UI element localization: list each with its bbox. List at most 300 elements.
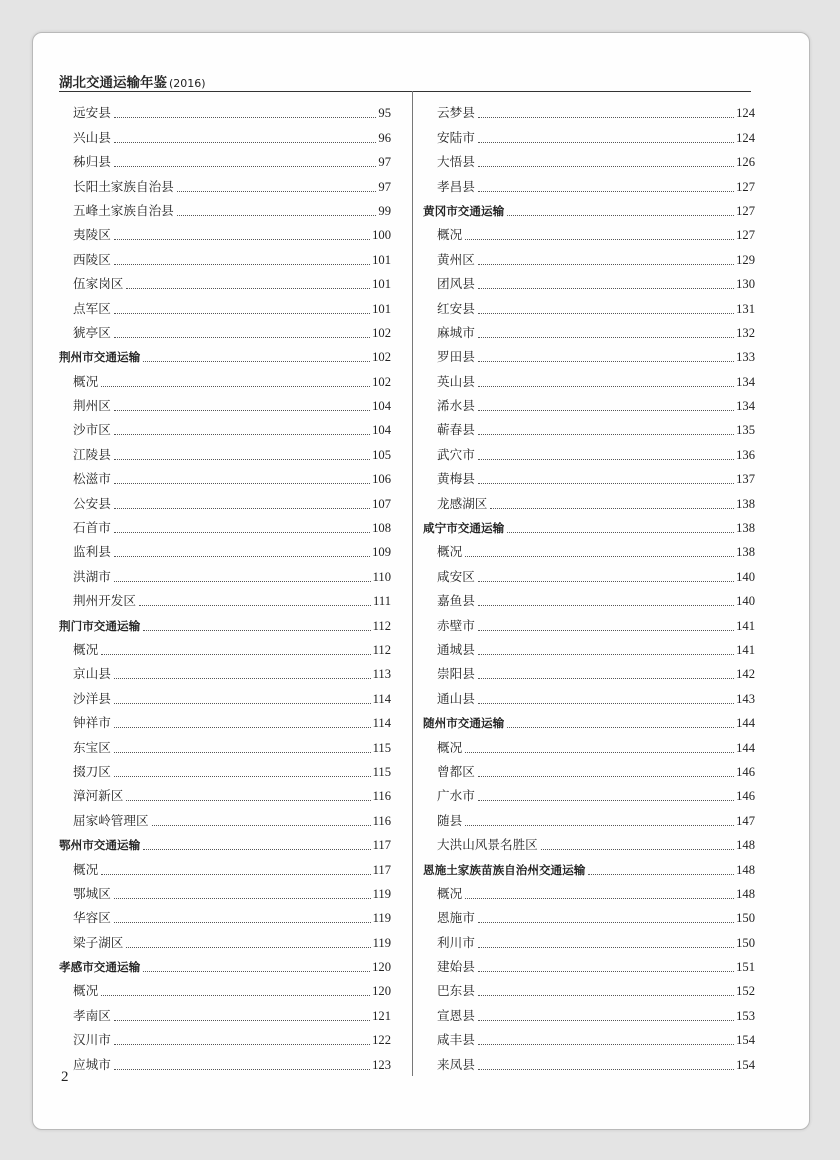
dot-leader [114,922,371,923]
toc-entry [423,1026,755,1050]
dot-leader [478,264,734,265]
toc-entry-label: 荆州区 [73,398,111,414]
toc-entry-label: 荆州开发区 [73,593,136,609]
toc-entry-label: 五峰土家族自治县 [73,202,174,218]
toc-entry-page: 124 [736,130,755,145]
toc-entry-label: 嘉鱼县 [437,593,475,609]
toc-entry-page: 140 [736,569,755,584]
dot-leader [478,1044,734,1045]
dot-leader [478,459,734,460]
toc-entry-label: 概况 [437,544,463,560]
toc-entry [423,270,755,294]
toc-entry-page: 101 [372,252,391,267]
toc-entry [423,172,755,196]
dot-leader [465,239,734,240]
toc-entry-label: 东宝区 [73,739,111,755]
toc-entry-page: 150 [736,935,755,950]
toc-entry [423,904,755,928]
toc-entry-label: 利川市 [437,934,475,950]
toc-entry [59,514,391,538]
toc-entry [59,465,391,489]
toc-entry-page: 116 [372,789,391,804]
dot-leader [114,678,371,679]
dot-leader [114,313,370,314]
toc-entry-label: 团风县 [437,276,475,292]
dot-leader [114,434,370,435]
toc-entry-page: 120 [372,984,391,999]
toc-entry-label: 赤壁市 [437,617,475,633]
dot-leader [478,288,734,289]
toc-entry-page: 152 [736,984,755,999]
toc-entry-label: 京山县 [73,666,111,682]
toc-entry [423,221,755,245]
toc-entry-page: 127 [736,203,755,218]
toc-entry [423,831,755,855]
dot-leader [114,703,371,704]
dot-leader [114,483,370,484]
dot-leader [126,947,370,948]
toc-entry-label: 安陆市 [437,129,475,145]
dot-leader [177,191,377,192]
toc-entry-page: 115 [372,764,391,779]
toc-right-column [423,99,755,1075]
toc-entry-page: 151 [736,960,755,975]
toc-entry [423,245,755,269]
toc-entry-label: 孝昌县 [437,178,475,194]
toc-entry-label: 洪湖市 [73,568,111,584]
dot-leader [478,776,734,777]
toc-entry-label: 秭归县 [73,154,111,170]
toc-entry [423,489,755,513]
toc-entry [423,416,755,440]
dot-leader [114,264,370,265]
toc-entry-page: 124 [736,106,755,121]
toc-entry-label: 黄梅县 [437,471,475,487]
dot-leader [177,215,377,216]
dot-leader [478,922,734,923]
toc-entry [59,245,391,269]
toc-entry-label: 沙市区 [73,422,111,438]
toc-entry-label: 应城市 [73,1056,111,1072]
dot-leader [114,752,371,753]
toc-entry [59,148,391,172]
toc-entry-page: 138 [736,545,755,560]
toc-entry-page: 110 [372,569,391,584]
dot-leader [101,995,370,996]
toc-entry-page: 95 [378,106,391,121]
toc-entry [59,587,391,611]
toc-entry-page: 140 [736,594,755,609]
toc-entry-page: 136 [736,447,755,462]
toc-entry-page: 99 [378,203,391,218]
toc-entry-label: 西陵区 [73,251,111,267]
toc-entry-page: 144 [736,716,755,731]
toc-entry-label: 概况 [437,885,463,901]
toc-entry-page: 112 [372,642,391,657]
toc-entry-label: 概况 [73,641,99,657]
toc-entry [59,709,391,733]
toc-entry-page: 102 [372,325,391,340]
toc-entry [59,562,391,586]
toc-entry-page: 134 [736,399,755,414]
toc-entry [59,977,391,1001]
toc-section-entry [59,953,391,977]
dot-leader [478,971,734,972]
toc-entry-label: 蕲春县 [437,422,475,438]
header-rule [59,91,751,92]
toc-entry [59,538,391,562]
dot-leader [478,1069,734,1070]
dot-leader [478,947,734,948]
toc-entry [59,440,391,464]
toc-entry-label: 点军区 [73,300,111,316]
toc-entry-page: 122 [372,1033,391,1048]
toc-entry [423,806,755,830]
toc-entry-label: 孝感市交通运输 [59,960,141,975]
document-page [32,32,810,1130]
toc-entry-page: 109 [372,545,391,560]
toc-entry-label: 云梦县 [437,105,475,121]
toc-entry-label: 崇阳县 [437,666,475,682]
toc-entry-page: 126 [736,155,755,170]
toc-entry-page: 148 [736,862,755,877]
toc-entry-label: 华容区 [73,910,111,926]
dot-leader [114,1044,370,1045]
toc-entry [59,294,391,318]
toc-section-entry [423,855,755,879]
toc-entry-label: 武穴市 [437,446,475,462]
dot-leader [478,483,734,484]
dot-leader [114,337,370,338]
toc-entry-page: 97 [378,179,391,194]
toc-entry-label: 公安县 [73,495,111,511]
dot-leader [143,971,370,972]
toc-entry [59,660,391,684]
dot-leader [152,825,371,826]
toc-entry [59,367,391,391]
dot-leader [478,995,734,996]
toc-entry [423,1001,755,1025]
toc-entry-label: 长阳土家族自治县 [73,178,174,194]
toc-entry-label: 概况 [73,983,99,999]
toc-entry-page: 146 [736,789,755,804]
dot-leader [114,239,370,240]
dot-leader [114,898,371,899]
toc-entry [59,806,391,830]
toc-entry-page: 123 [372,1057,391,1072]
column-divider [412,91,413,1076]
toc-entry-label: 咸宁市交通运输 [423,521,505,536]
dot-leader [101,386,370,387]
toc-entry [59,684,391,708]
toc-entry [423,928,755,952]
toc-entry-page: 114 [372,691,391,706]
toc-entry [423,367,755,391]
toc-entry [59,855,391,879]
toc-entry-page: 97 [378,155,391,170]
dot-leader [507,532,734,533]
toc-entry-label: 伍家岗区 [73,276,124,292]
toc-entry-label: 概况 [437,739,463,755]
toc-entry-page: 119 [372,911,391,926]
dot-leader [478,630,734,631]
toc-entry-label: 咸丰县 [437,1032,475,1048]
toc-entry [423,538,755,562]
toc-entry-page: 154 [736,1033,755,1048]
toc-entry-label: 江陵县 [73,446,111,462]
toc-entry-page: 107 [372,496,391,511]
toc-entry-label: 大洪山风景名胜区 [437,837,538,853]
dot-leader [478,337,734,338]
toc-entry-label: 麻城市 [437,324,475,340]
book-year: (2016) [169,77,206,90]
toc-entry-label: 松滋市 [73,471,111,487]
dot-leader [101,874,370,875]
toc-entry [423,977,755,1001]
toc-entry-label: 黄冈市交通运输 [423,203,505,218]
toc-entry-label: 鄂州市交通运输 [59,838,141,853]
toc-entry [59,172,391,196]
dot-leader [478,410,734,411]
toc-entry-label: 概况 [73,373,99,389]
dot-leader [478,581,734,582]
toc-entry-label: 龙感湖区 [437,495,488,511]
dot-leader [490,508,734,509]
toc-entry [59,1026,391,1050]
toc-entry-label: 汉川市 [73,1032,111,1048]
dot-leader [114,776,371,777]
toc-entry-label: 广水市 [437,788,475,804]
dot-leader [478,605,734,606]
toc-entry [423,611,755,635]
toc-entry-page: 150 [736,911,755,926]
dot-leader [478,800,734,801]
dot-leader [588,874,734,875]
toc-entry-label: 通城县 [437,641,475,657]
toc-entry-page: 111 [373,594,391,609]
toc-entry [59,123,391,147]
toc-entry-page: 119 [372,886,391,901]
toc-section-entry [423,709,755,733]
toc-entry-page: 105 [372,447,391,462]
dot-leader [114,410,370,411]
toc-entry-label: 概况 [437,227,463,243]
dot-leader [114,142,377,143]
toc-entry [423,953,755,977]
dot-leader [143,849,370,850]
toc-entry [423,782,755,806]
toc-entry-label: 监利县 [73,544,111,560]
dot-leader [114,166,377,167]
toc-entry-label: 通山县 [437,690,475,706]
toc-entry-label: 黄州区 [437,251,475,267]
toc-entry [423,319,755,343]
toc-entry-page: 102 [372,374,391,389]
dot-leader [541,849,734,850]
dot-leader [478,654,734,655]
toc-entry [423,587,755,611]
toc-entry [423,465,755,489]
toc-section-entry [59,611,391,635]
toc-entry [423,99,755,123]
dot-leader [478,678,734,679]
dot-leader [507,215,734,216]
toc-entry [59,733,391,757]
toc-entry [423,148,755,172]
toc-entry [59,758,391,782]
toc-entry [59,1001,391,1025]
toc-entry-page: 135 [736,423,755,438]
toc-entry-page: 117 [372,838,391,853]
toc-entry [59,392,391,416]
toc-entry-page: 113 [372,667,391,682]
toc-entry-page: 141 [736,642,755,657]
toc-entry [423,733,755,757]
toc-entry-label: 孝南区 [73,1007,111,1023]
toc-entry-label: 来凤县 [437,1056,475,1072]
dot-leader [478,313,734,314]
toc-entry-label: 罗田县 [437,349,475,365]
toc-entry-page: 127 [736,179,755,194]
toc-entry [423,562,755,586]
toc-entry-page: 137 [736,472,755,487]
dot-leader [478,703,734,704]
toc-entry-page: 121 [372,1008,391,1023]
toc-entry [59,319,391,343]
toc-entry-label: 兴山县 [73,129,111,145]
toc-entry-label: 巴东县 [437,983,475,999]
running-header [59,71,206,91]
toc-entry-page: 134 [736,374,755,389]
toc-entry-page: 115 [372,740,391,755]
toc-entry-page: 104 [372,423,391,438]
toc-entry-label: 鄂城区 [73,885,111,901]
toc-entry-page: 117 [372,862,391,877]
dot-leader [478,142,734,143]
dot-leader [465,752,734,753]
dot-leader [126,800,370,801]
dot-leader [478,386,734,387]
toc-entry [423,1050,755,1074]
toc-entry-label: 梁子湖区 [73,934,124,950]
dot-leader [478,434,734,435]
toc-entry-page: 138 [736,496,755,511]
toc-entry-label: 荆州市交通运输 [59,350,141,365]
dot-leader [126,288,370,289]
toc-entry [59,489,391,513]
toc-entry-page: 146 [736,764,755,779]
toc-entry-page: 108 [372,521,391,536]
dot-leader [478,361,734,362]
dot-leader [478,191,734,192]
toc-entry-label: 掇刀区 [73,763,111,779]
toc-section-entry [59,343,391,367]
toc-left-column [59,99,391,1075]
toc-entry [59,636,391,660]
dot-leader [465,898,734,899]
dot-leader [478,1020,734,1021]
toc-entry-page: 148 [736,838,755,853]
toc-entry-label: 曾都区 [437,763,475,779]
toc-entry [423,392,755,416]
toc-entry-page: 142 [736,667,755,682]
toc-entry [59,782,391,806]
toc-entry-page: 127 [736,228,755,243]
toc-entry-label: 石首市 [73,520,111,536]
toc-entry [59,416,391,440]
toc-entry-label: 漳河新区 [73,788,124,804]
toc-entry-page: 104 [372,399,391,414]
book-title: 湖北交通运输年鉴 [59,75,167,91]
toc-entry [59,99,391,123]
toc-entry-label: 英山县 [437,373,475,389]
toc-entry-page: 138 [736,521,755,536]
toc-entry-label: 浠水县 [437,398,475,414]
dot-leader [114,117,377,118]
toc-section-entry [59,831,391,855]
dot-leader [465,825,734,826]
toc-entry-page: 144 [736,740,755,755]
toc-entry-label: 荆门市交通运输 [59,618,141,633]
toc-entry-label: 咸安区 [437,568,475,584]
toc-entry [423,758,755,782]
dot-leader [478,117,734,118]
toc-entry [423,294,755,318]
toc-entry-page: 114 [372,716,391,731]
toc-entry-page: 131 [736,301,755,316]
toc-entry-label: 建始县 [437,959,475,975]
toc-entry-page: 119 [372,935,391,950]
toc-entry-label: 沙洋县 [73,690,111,706]
toc-entry-page: 120 [372,960,391,975]
toc-section-entry [423,197,755,221]
toc-entry-page: 129 [736,252,755,267]
dot-leader [478,166,734,167]
toc-entry-label: 大悟县 [437,154,475,170]
toc-entry-label: 概况 [73,861,99,877]
dot-leader [114,581,371,582]
toc-entry [59,221,391,245]
toc-section-entry [423,514,755,538]
toc-entry [423,660,755,684]
toc-entry [59,270,391,294]
toc-entry [423,636,755,660]
dot-leader [114,1020,370,1021]
toc-entry-label: 宣恩县 [437,1007,475,1023]
toc-entry-page: 112 [372,618,391,633]
toc-entry-page: 147 [736,813,755,828]
dot-leader [114,459,370,460]
toc-entry-label: 随州市交通运输 [423,716,505,731]
dot-leader [114,727,371,728]
toc-entry-page: 101 [372,301,391,316]
toc-entry [423,123,755,147]
toc-entry-label: 夷陵区 [73,227,111,243]
toc-entry-page: 102 [372,350,391,365]
toc-entry-page: 130 [736,277,755,292]
dot-leader [143,361,370,362]
toc-entry-label: 钟祥市 [73,715,111,731]
toc-entry-page: 141 [736,618,755,633]
dot-leader [465,556,734,557]
toc-entry [59,197,391,221]
toc-entry-page: 100 [372,228,391,243]
toc-entry [423,343,755,367]
toc-entry-page: 143 [736,691,755,706]
toc-entry-page: 133 [736,350,755,365]
toc-entry-label: 红安县 [437,300,475,316]
toc-entry-label: 猇亭区 [73,324,111,340]
